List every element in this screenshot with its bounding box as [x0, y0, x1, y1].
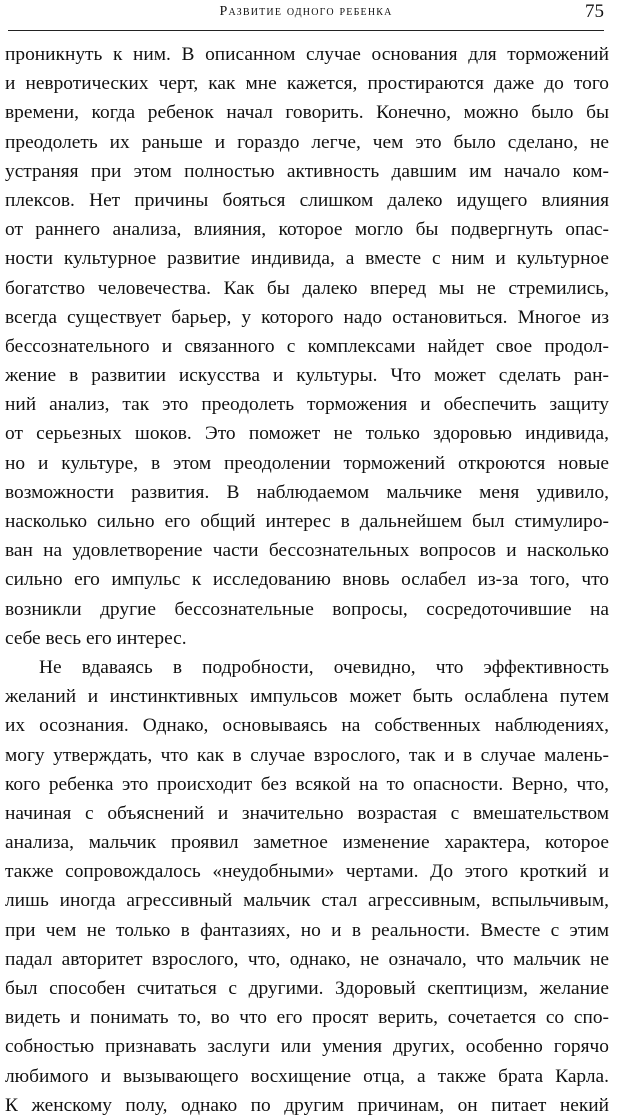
text-line: К женскому полу, однако по другим причинам, он питает некий — [5, 1094, 609, 1116]
text-line: видеть и понимать то, во что его просят верить, сочетается со спо- — [5, 1007, 609, 1029]
text-line: себе весь его интерес. — [5, 627, 187, 649]
text-line: могу утверждать, что как в случае взрослого, так и в случае малень- — [5, 744, 609, 766]
page-number: 75 — [585, 1, 604, 22]
text-line: но и культуре, в этом преодолении торможений откроются новые — [5, 452, 609, 474]
text-line: начиная с объяснений и значительно возрастая с вмешательством — [5, 802, 609, 824]
text-line: желаний и инстинктивных импульсов может быть ослаблена путем — [5, 686, 609, 708]
text-line: ний анализ, так это преодолеть торможения и обеспечить защиту — [5, 394, 609, 416]
paragraph — [5, 653, 609, 1120]
text-line: устраняя при этом полностью активность давшим им начало ком- — [5, 160, 609, 182]
text-line: падал авторитет взрослого, что, однако, не означало, что мальчик не — [5, 948, 609, 970]
text-line: преодолеть их раньше и гораздо легче, чем это было сделано, не — [5, 131, 609, 153]
text-line: также сопровождалось «неудобными» чертами. До этого кроткий и — [5, 861, 609, 883]
text-line: кого ребенка это происходит без всякой на то опасности. Верно, что, — [5, 773, 609, 795]
text-line: от раннего анализа, влияния, которое могло бы подвергнуть опас- — [5, 219, 609, 241]
text-line: времени, когда ребенок начал говорить. Конечно, можно было бы — [5, 102, 609, 124]
text-line: насколько сильно его общий интерес в дальнейшем был стимулиро- — [5, 511, 609, 532]
running-head: Развитие одного ребенка — [219, 4, 393, 19]
page-header — [8, 0, 604, 31]
text-line: возможности развития. В наблюдаемом мальчике меня удивило, — [5, 481, 609, 503]
text-line: Не вдаваясь в подробности, очевидно, что эффективность — [39, 656, 609, 678]
text-line: лишь иногда агрессивный мальчик стал агрессивным, вспыльчивым, — [5, 890, 609, 912]
body-text — [5, 40, 609, 1120]
text-line: ности культурное развитие индивида, а вместе с ним и культурное — [5, 248, 609, 270]
text-line: анализа, мальчик проявил заметное изменение характера, которое — [5, 832, 609, 854]
text-line: всегда существует барьер, у которого надо остановиться. Многое из — [5, 306, 609, 328]
text-line: их осознания. Однако, основываясь на собственных наблюдениях, — [5, 715, 609, 737]
text-line: собностью признавать заслуги или умения других, особенно горячо — [5, 1036, 609, 1058]
text-line: бессознательного и связанного с комплексами найдет свое продол- — [5, 335, 609, 357]
paragraph — [5, 40, 609, 653]
text-line: жение в развитии искусства и культуры. Что может сделать ран- — [5, 365, 609, 387]
text-line: был способен считаться с другими. Здоровый скептицизм, желание — [5, 978, 609, 999]
text-line: возникли другие бессознательные вопросы, сосредоточившие на — [5, 598, 609, 620]
text-line: плексов. Нет причины бояться слишком далеко идущего влияния — [5, 189, 609, 211]
text-line: и невротических черт, как мне кажется, простираются даже до того — [5, 73, 609, 95]
text-line: при чем не только в фантазиях, но и в реальности. Вместе с этим — [5, 919, 609, 941]
text-line: от серьезных шоков. Это поможет не только здоровью индивида, — [5, 423, 609, 445]
text-line: богатство человечества. Как бы далеко вперед мы не стремились, — [5, 277, 609, 299]
text-line: любимого и вызывающего восхищение отца, а также брата Карла. — [5, 1065, 609, 1087]
text-line: ван на удовлетворение части бессознательных вопросов и насколько — [5, 540, 609, 562]
text-line: проникнуть к ним. В описанном случае основания для торможений — [5, 44, 609, 65]
text-line: сильно его импульс к исследованию вновь ослабел из-за того, что — [5, 569, 609, 591]
